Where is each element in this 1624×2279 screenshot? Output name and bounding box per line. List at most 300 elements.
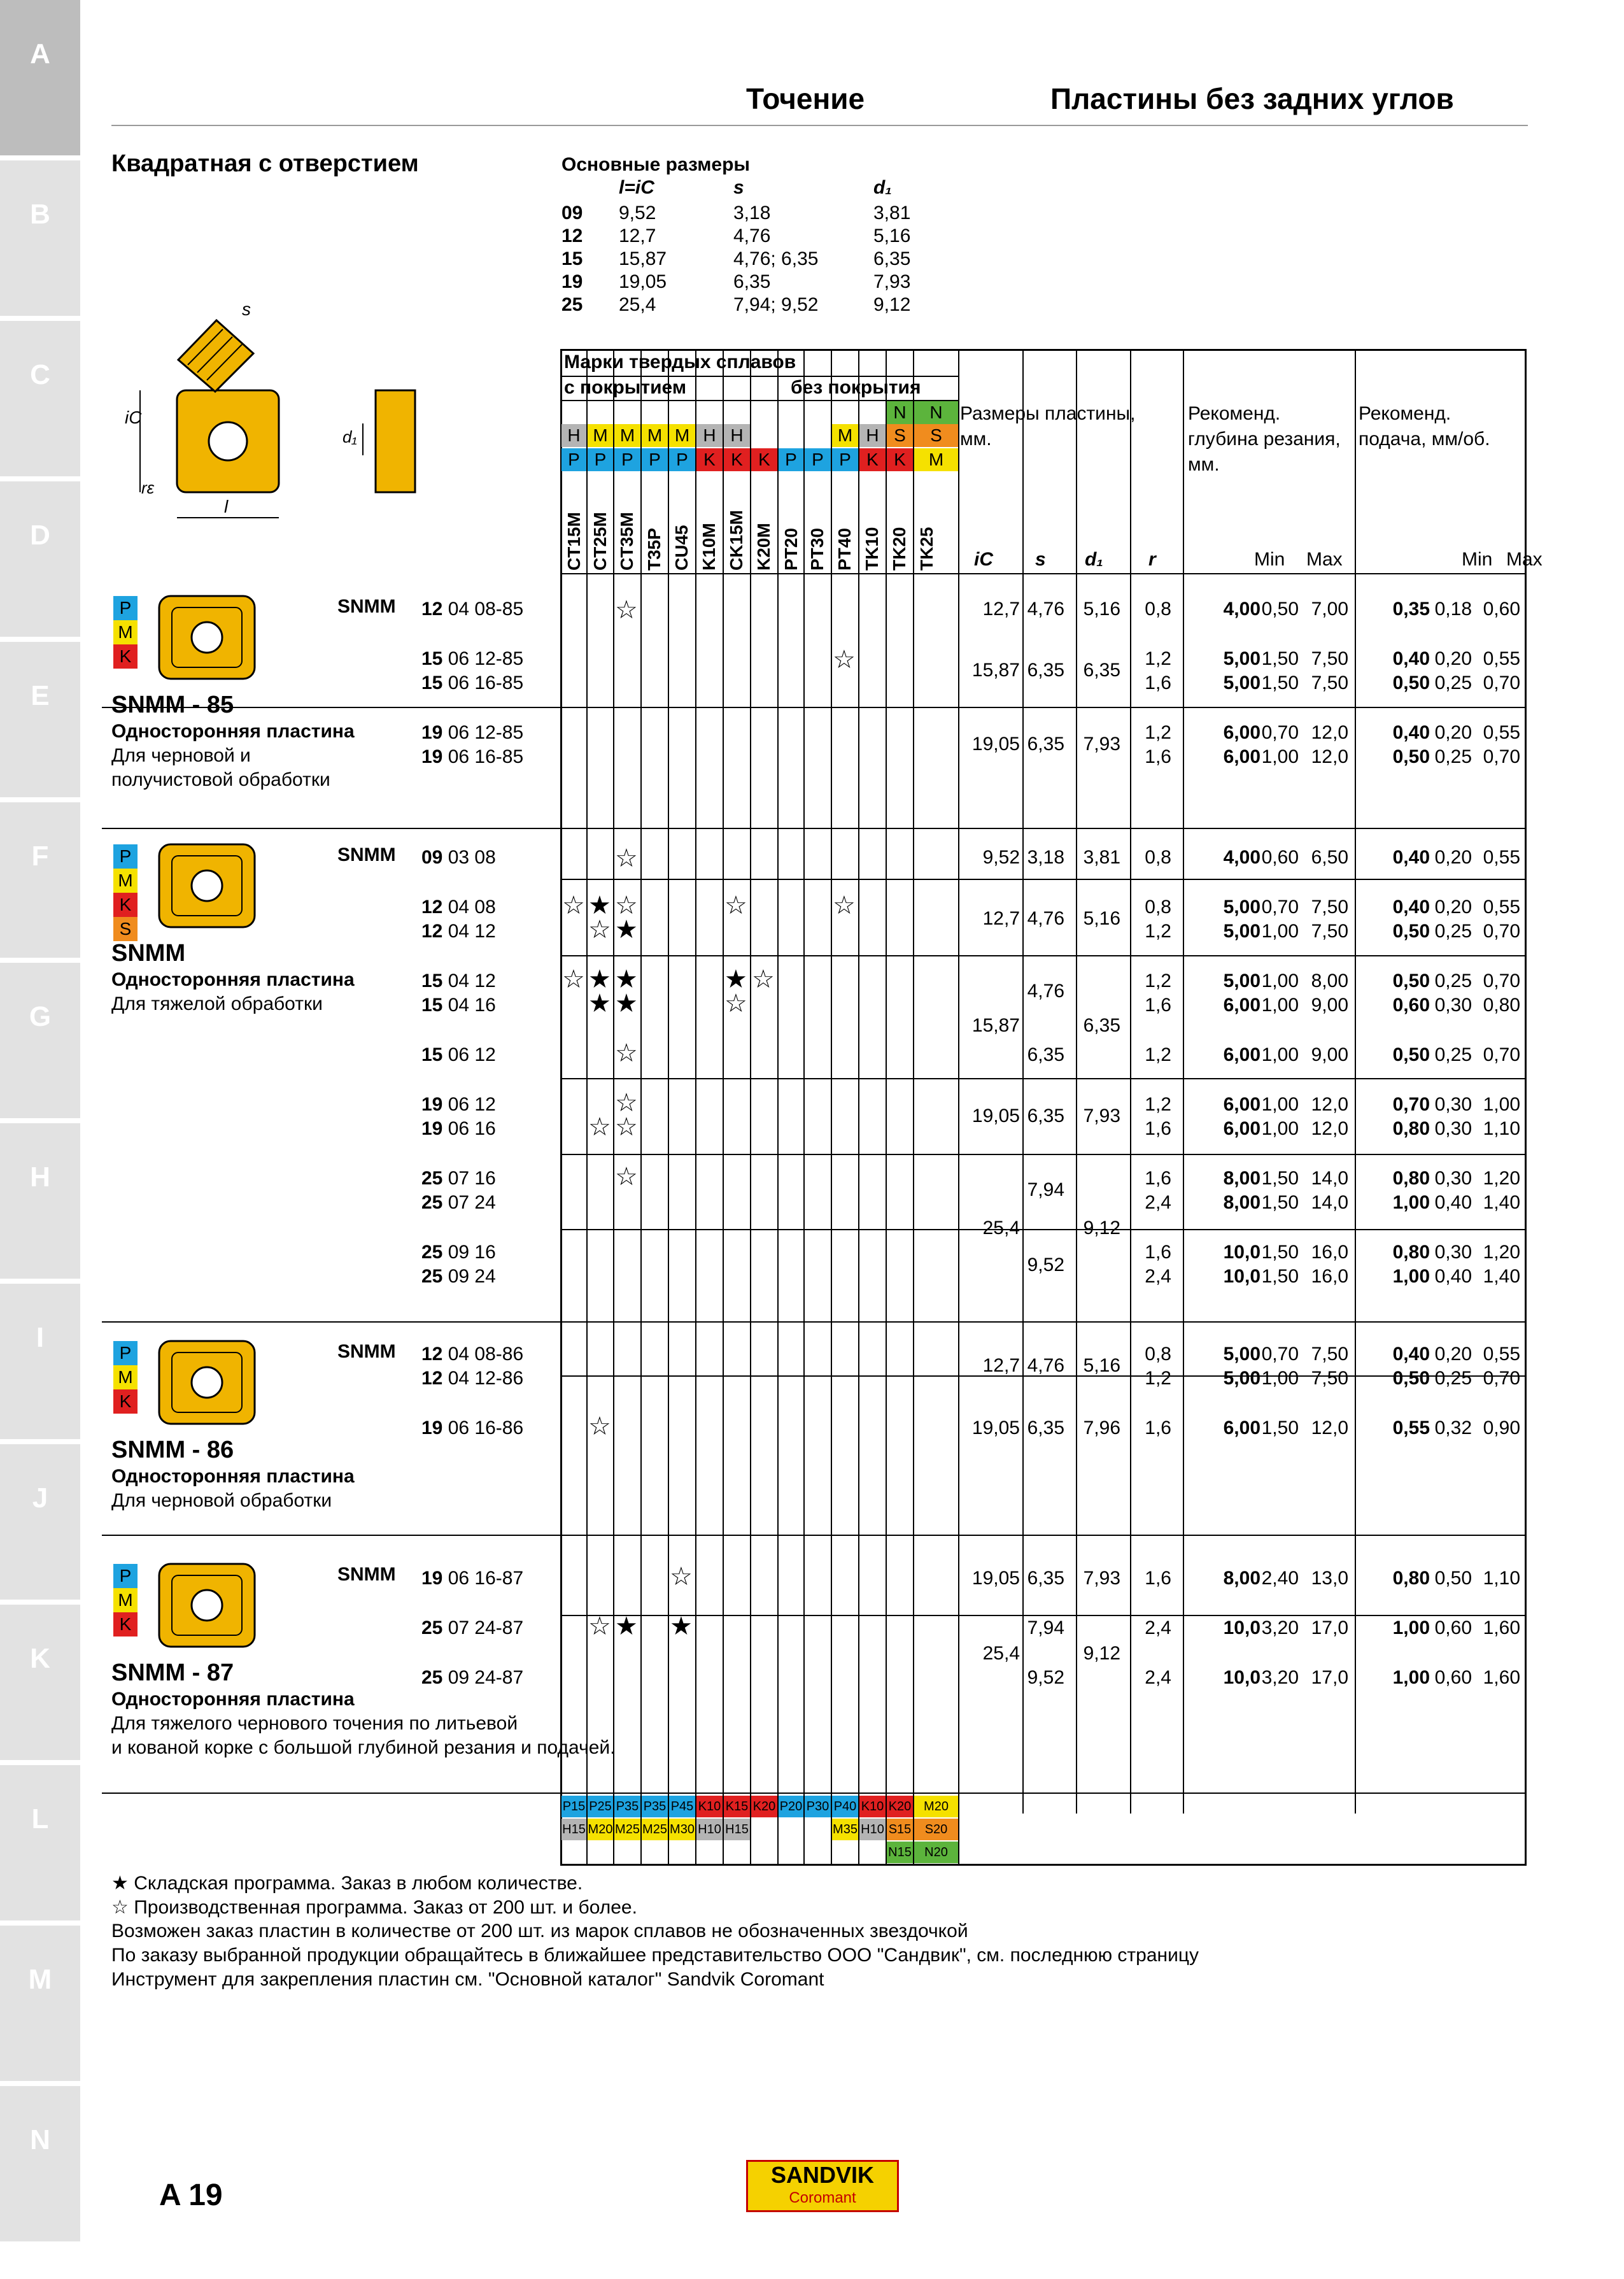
sidebar-tab-i[interactable]: I	[0, 1284, 80, 1439]
depth-min: 1,00	[1261, 746, 1299, 767]
depth-max: 7,50	[1311, 672, 1348, 693]
product-code-size: 25	[421, 1192, 448, 1213]
feed-recommended: 0,60	[1392, 995, 1430, 1016]
table-row[interactable]	[0, 1617, 1624, 1640]
depth-max: 13,0	[1311, 1568, 1348, 1589]
application-area-cell: P45	[669, 1796, 695, 1817]
legend-note-2: По заказу выбранной продукции обращайтесь в ближайшее представительство ООО "Сандвик", см. последнюю страницу	[111, 1945, 1199, 1966]
stock-star-icon: ★	[724, 965, 747, 993]
depth-min: 1,50	[1261, 1192, 1299, 1213]
product-code	[421, 1118, 496, 1140]
table-row[interactable]	[0, 596, 1624, 624]
depth-header: Рекоменд. глубина резания, мм.	[1188, 403, 1341, 475]
table-row[interactable]	[0, 722, 1624, 745]
grade-h-cell: H	[696, 424, 723, 447]
table-row[interactable]	[0, 921, 1624, 944]
radius-value: 1,2	[1145, 1044, 1171, 1065]
group-desc: Для тяжелого чернового точения по литьевой	[111, 1713, 518, 1734]
depth-recommended: 6,00	[1223, 746, 1260, 767]
feed-min: 0,40	[1434, 1266, 1472, 1287]
radius-value: 1,2	[1145, 921, 1171, 942]
group-label: SNMM	[337, 596, 396, 617]
group-name: SNMM - 87	[111, 1659, 234, 1686]
sidebar-tab-h[interactable]: H	[0, 1123, 80, 1279]
depth-min: 1,00	[1261, 1368, 1299, 1389]
col-r: r	[1148, 549, 1156, 570]
product-code-size: 12	[421, 921, 448, 942]
grade-h-cell: H	[561, 424, 586, 447]
depth-min: 3,20	[1261, 1667, 1299, 1688]
group-desc: и кованой корке с большой глубиной резания и подачей.	[111, 1737, 616, 1758]
product-code-rest: 07 24-87	[448, 1617, 524, 1638]
grade-h-cell: M	[614, 424, 640, 447]
grid-hline	[560, 828, 1527, 829]
iso-m-badge: M	[113, 1365, 138, 1389]
stock-star-icon: ★	[670, 1612, 693, 1640]
dims-l: 15,87	[619, 248, 667, 269]
dim-ic: 19,05	[971, 1568, 1020, 1589]
col-s: s	[1035, 549, 1046, 570]
dim-ic: 15,87	[971, 1015, 1020, 1036]
section-title: Квадратная с отверстием	[111, 150, 419, 177]
application-area-cell: H15	[561, 1819, 586, 1840]
dim-d1: 7,93	[1083, 1105, 1120, 1126]
grid-hline	[560, 1229, 1527, 1230]
feed-min: 0,30	[1434, 1094, 1472, 1115]
production-star-icon: ☆	[615, 844, 638, 872]
grid-hline	[102, 828, 560, 829]
application-area-cell: H10	[859, 1819, 886, 1840]
feed-max: 0,55	[1483, 897, 1520, 918]
group-sub: Односторонняя пластина	[111, 1466, 355, 1487]
insert-side-view	[376, 390, 415, 492]
depth-recommended: 5,00	[1223, 1368, 1260, 1389]
product-code-size: 15	[421, 970, 448, 991]
product-code	[421, 1344, 523, 1365]
grades-uncoated: без покрытия	[791, 377, 921, 398]
depth-max: 17,0	[1311, 1667, 1348, 1688]
dim-s: 6,35	[1027, 1044, 1064, 1065]
feed-recommended: 0,40	[1392, 847, 1430, 868]
product-code	[421, 1368, 523, 1389]
depth-min: 0,50	[1261, 599, 1299, 620]
sidebar-tab-c[interactable]: C	[0, 321, 80, 476]
radius-value: 2,4	[1145, 1617, 1171, 1638]
depth-recommended: 10,0	[1223, 1667, 1260, 1688]
feed-max: 1,40	[1483, 1192, 1520, 1213]
sidebar-tab-f[interactable]: F	[0, 802, 80, 958]
grade-name: TK25	[917, 527, 936, 571]
depth-max: 16,0	[1311, 1242, 1348, 1263]
grade-n-cell: N	[887, 401, 913, 424]
dim-s: 6,35	[1027, 1417, 1064, 1438]
feed-min: 0,30	[1434, 1118, 1472, 1139]
feed-recommended: 0,50	[1392, 1368, 1430, 1389]
dim-d1: 9,12	[1083, 1643, 1120, 1664]
iso-k-badge: K	[113, 1612, 138, 1636]
product-code-size: 12	[421, 1368, 448, 1389]
dims-code: 09	[561, 202, 583, 224]
application-area-cell: H10	[696, 1819, 723, 1840]
dim-ic: 19,05	[971, 1417, 1020, 1438]
grade-name: CU45	[672, 525, 691, 571]
product-code	[421, 648, 523, 670]
col-ic: iC	[974, 549, 993, 570]
sidebar-tab-b[interactable]: B	[0, 160, 80, 316]
feed-recommended: 0,80	[1392, 1242, 1430, 1263]
grid-hline	[560, 1793, 1527, 1794]
sidebar-tab-j[interactable]: J	[0, 1444, 80, 1600]
feed-min: 0,30	[1434, 995, 1472, 1016]
product-code	[421, 722, 523, 744]
feed-max: 1,40	[1483, 1266, 1520, 1287]
product-code	[421, 995, 496, 1016]
table-row[interactable]	[0, 1192, 1624, 1215]
table-row[interactable]	[0, 1417, 1624, 1440]
insert-top-view	[177, 390, 279, 492]
feed-recommended: 0,40	[1392, 897, 1430, 918]
table-row[interactable]	[0, 844, 1624, 872]
stock-star-icon: ★	[615, 1612, 638, 1640]
radius-value: 1,2	[1145, 722, 1171, 743]
dims-code: 25	[561, 294, 583, 315]
sidebar-tab-a[interactable]: A	[0, 0, 80, 155]
table-row[interactable]	[0, 1242, 1624, 1265]
stock-star-icon: ★	[588, 891, 611, 919]
depth-recommended: 5,00	[1223, 672, 1260, 693]
label-re: rε	[141, 478, 155, 497]
dim-ic: 12,7	[982, 908, 1020, 929]
stock-star-icon: ★	[588, 990, 611, 1018]
application-area-cell: K10	[859, 1796, 886, 1817]
feed-min: 0,25	[1434, 672, 1472, 693]
depth-recommended: 4,00	[1223, 599, 1260, 620]
product-code-size: 15	[421, 648, 448, 669]
product-code-size: 25	[421, 1667, 448, 1688]
group-name: SNMM - 86	[111, 1437, 234, 1463]
legend-note-3: Инструмент для закрепления пластин см. "Основной каталог" Sandvik Coromant	[111, 1969, 824, 1990]
dims-d: 3,81	[873, 202, 911, 224]
grade-h-cell: M	[642, 424, 668, 447]
feed-min: 0,20	[1434, 847, 1472, 868]
dim-s: 9,52	[1027, 1667, 1064, 1688]
product-code-rest: 04 08-85	[448, 599, 524, 620]
grades-coated: с покрытием	[564, 377, 687, 398]
production-star-icon: ☆	[615, 596, 638, 624]
grid-hline	[560, 1321, 1527, 1323]
header-rule	[111, 125, 1528, 126]
application-area-cell: M20	[588, 1819, 613, 1840]
grade-n-cell: N	[914, 401, 958, 424]
grid-vline	[1355, 349, 1356, 1814]
table-row[interactable]	[0, 1368, 1624, 1391]
feed-recommended: 0,50	[1392, 1044, 1430, 1065]
depth-max: 17,0	[1311, 1617, 1348, 1638]
dims-d: 5,16	[873, 225, 911, 246]
iso-k-badge: K	[113, 893, 138, 917]
depth-min: 0,70	[1261, 1344, 1299, 1365]
group-label: SNMM	[337, 1564, 396, 1585]
iso-m-badge: M	[113, 1588, 138, 1612]
radius-value: 1,6	[1145, 1417, 1171, 1438]
production-star-icon: ☆	[615, 1163, 638, 1191]
feed-recommended: 1,00	[1392, 1192, 1430, 1213]
grade-name: TK20	[889, 527, 909, 571]
group-name: SNMM	[111, 940, 186, 967]
feed-recommended: 1,00	[1392, 1617, 1430, 1638]
product-code-size: 15	[421, 1044, 448, 1065]
dims-l: 9,52	[619, 202, 656, 224]
feed-max: 0,70	[1483, 1368, 1520, 1389]
grade-p-cell: K	[724, 448, 750, 471]
depth-min: 0,60	[1261, 847, 1299, 868]
feed-max: 1,00	[1483, 1094, 1520, 1115]
table-row[interactable]	[0, 1266, 1624, 1289]
feed-min: 0,25	[1434, 970, 1472, 991]
production-star-icon: ☆	[588, 916, 611, 944]
dim-s: 7,94	[1027, 1617, 1064, 1638]
product-code-rest: 06 12-85	[448, 648, 524, 669]
grid-hline	[560, 1154, 1527, 1155]
feed-min: 0,25	[1434, 746, 1472, 767]
dims-code: 19	[561, 271, 583, 292]
application-area-cell: K20	[751, 1796, 777, 1817]
sidebar-tab-k[interactable]: K	[0, 1605, 80, 1760]
header-right: Пластины без задних углов	[1050, 82, 1454, 115]
application-area-cell: P35	[642, 1796, 668, 1817]
feed-min: 0,25	[1434, 921, 1472, 942]
grade-p-cell: K	[887, 448, 913, 471]
dim-ic: 15,87	[971, 660, 1020, 681]
production-star-icon: ☆	[724, 891, 747, 919]
product-code-size: 09	[421, 847, 448, 868]
depth-min: 1,00	[1261, 1118, 1299, 1139]
dim-d1: 6,35	[1083, 1015, 1120, 1036]
depth-max: 14,0	[1311, 1168, 1348, 1189]
feed-recommended: 0,80	[1392, 1168, 1430, 1189]
grade-h-cell: M	[588, 424, 613, 447]
dims-header: Размеры пластины, мм.	[960, 403, 1136, 450]
feed-max: 0,70	[1483, 1044, 1520, 1065]
sidebar-tab-e[interactable]: E	[0, 642, 80, 797]
dim-d1: 5,16	[1083, 599, 1120, 620]
depth-max: 7,50	[1311, 648, 1348, 669]
production-star-icon: ☆	[833, 646, 856, 674]
dims-s: 4,76	[733, 225, 771, 246]
product-code-rest: 06 12	[448, 1044, 496, 1065]
feed-max: 0,70	[1483, 746, 1520, 767]
dim-ic: 19,05	[971, 1105, 1020, 1126]
dim-d1: 7,93	[1083, 1568, 1120, 1589]
grid-hline	[560, 1078, 1527, 1079]
product-code-size: 15	[421, 672, 448, 693]
grade-name: PT30	[807, 528, 827, 571]
dim-ic: 12,7	[982, 599, 1020, 620]
product-code-rest: 06 16-85	[448, 672, 524, 693]
table-row[interactable]	[0, 897, 1624, 919]
legend-note-1: Возможен заказ пластин в количестве от 200 шт. из марок сплавов не обозначенных звездочкой	[111, 1920, 968, 1942]
product-code	[421, 599, 523, 620]
depth-max: 7,50	[1311, 1344, 1348, 1365]
feed-max: 1,60	[1483, 1617, 1520, 1638]
table-row[interactable]	[0, 1344, 1624, 1367]
sidebar-tab-m[interactable]: M	[0, 1926, 80, 2081]
depth-min: 1,50	[1261, 1266, 1299, 1287]
application-area-cell: K20	[887, 1796, 913, 1817]
depth-recommended: 6,00	[1223, 1094, 1260, 1115]
radius-value: 1,6	[1145, 746, 1171, 767]
radius-value: 0,8	[1145, 1344, 1171, 1365]
production-star-icon: ☆	[562, 965, 585, 993]
depth-min: 0,70	[1261, 897, 1299, 918]
product-code-size: 19	[421, 746, 448, 767]
depth-recommended: 5,00	[1223, 897, 1260, 918]
feed-recommended: 1,00	[1392, 1266, 1430, 1287]
application-area-cell: S15	[887, 1819, 913, 1840]
depth-min: 1,50	[1261, 648, 1299, 669]
grid-vline	[1022, 349, 1024, 1814]
table-row[interactable]	[0, 1094, 1624, 1117]
sidebar-tab-g[interactable]: G	[0, 963, 80, 1118]
grade-p-cell: P	[832, 448, 858, 471]
sidebar-tab-n[interactable]: N	[0, 2086, 80, 2241]
grid-hline	[560, 1535, 1527, 1536]
table-row[interactable]	[0, 646, 1624, 674]
feed-min: 0,30	[1434, 1242, 1472, 1263]
grade-p-cell: P	[614, 448, 640, 471]
stock-star-icon: ★	[615, 916, 638, 944]
dim-s: 7,94	[1027, 1179, 1064, 1200]
grid-hline	[102, 1535, 560, 1536]
dim-s: 4,76	[1027, 1355, 1064, 1376]
product-code-rest: 09 16	[448, 1242, 496, 1263]
feed-max: 0,55	[1483, 722, 1520, 743]
depth-max: 12,0	[1311, 722, 1348, 743]
product-code	[421, 1417, 523, 1439]
logo-subtext: Coromant	[789, 2189, 856, 2206]
dim-s: 4,76	[1027, 908, 1064, 929]
grade-h-cell: S	[887, 424, 913, 447]
depth-recommended: 4,00	[1223, 847, 1260, 868]
dims-l: 19,05	[619, 271, 667, 292]
production-star-icon: ☆	[615, 1113, 638, 1141]
product-code-size: 12	[421, 1344, 448, 1365]
depth-recommended: 6,00	[1223, 1044, 1260, 1065]
group-sub: Односторонняя пластина	[111, 721, 355, 742]
feed-max: 0,55	[1483, 847, 1520, 868]
table-row[interactable]	[0, 1568, 1624, 1591]
sidebar-tab-d[interactable]: D	[0, 481, 80, 637]
depth-recommended: 5,00	[1223, 921, 1260, 942]
radius-value: 1,2	[1145, 1368, 1171, 1389]
dim-s: 6,35	[1027, 1568, 1064, 1589]
table-row[interactable]	[0, 1667, 1624, 1690]
product-code-rest: 06 16-86	[448, 1417, 524, 1438]
grade-name: K10M	[699, 523, 719, 571]
radius-value: 0,8	[1145, 847, 1171, 868]
product-code-rest: 04 08-86	[448, 1344, 524, 1365]
table-row[interactable]	[0, 746, 1624, 769]
dim-d1: 5,16	[1083, 908, 1120, 929]
application-area-cell: P15	[561, 1796, 586, 1817]
product-code-size: 25	[421, 1242, 448, 1263]
table-row[interactable]	[0, 1118, 1624, 1141]
product-code-rest: 04 12-86	[448, 1368, 524, 1389]
radius-value: 2,4	[1145, 1667, 1171, 1688]
grid-vline	[1130, 349, 1131, 1814]
grid-hline	[560, 879, 1527, 880]
feed-max: 1,60	[1483, 1667, 1520, 1688]
depth-min: 1,50	[1261, 1168, 1299, 1189]
iso-p-badge: P	[113, 596, 138, 620]
product-code-size: 19	[421, 722, 448, 743]
grade-name: K20M	[754, 523, 773, 571]
dim-ic: 12,7	[982, 1355, 1020, 1376]
dim-s: 4,76	[1027, 599, 1064, 620]
dim-s: 6,35	[1027, 660, 1064, 681]
depth-max: 7,50	[1311, 1368, 1348, 1389]
table-row[interactable]	[0, 970, 1624, 993]
application-area-cell: K15	[724, 1796, 750, 1817]
dim-s: 4,76	[1027, 981, 1064, 1002]
table-row[interactable]	[0, 672, 1624, 695]
production-star-icon: ☆	[615, 1089, 638, 1117]
group-sub: Односторонняя пластина	[111, 969, 355, 990]
application-area-cell: M35	[832, 1819, 858, 1840]
grade-p-cell: M	[914, 448, 958, 471]
product-code-rest: 06 16-87	[448, 1568, 524, 1589]
feed-min: 0,60	[1434, 1667, 1472, 1688]
table-row[interactable]	[0, 1168, 1624, 1191]
sidebar-tab-l[interactable]: L	[0, 1765, 80, 1920]
depth-recommended: 6,00	[1223, 1417, 1260, 1438]
product-code	[421, 1266, 496, 1288]
grid-hline	[560, 573, 1527, 574]
application-area-cell: P40	[832, 1796, 858, 1817]
depth-recommended: 8,00	[1223, 1168, 1260, 1189]
product-code-size: 19	[421, 1118, 448, 1139]
group-label: SNMM	[337, 844, 396, 865]
production-star-icon: ☆	[833, 891, 856, 919]
radius-value: 0,8	[1145, 599, 1171, 620]
label-ic: iC	[125, 408, 142, 427]
feed-recommended: 0,55	[1392, 1417, 1430, 1438]
table-row[interactable]	[0, 1044, 1624, 1067]
dims-code: 15	[561, 248, 583, 269]
feed-recommended: 0,80	[1392, 1568, 1430, 1589]
feed-min: 0,30	[1434, 1168, 1472, 1189]
group-sub: Односторонняя пластина	[111, 1689, 355, 1710]
dims-s: 4,76; 6,35	[733, 248, 819, 269]
product-code-size: 19	[421, 1417, 448, 1438]
iso-k-badge: K	[113, 1389, 138, 1414]
depth-recommended: 10,0	[1223, 1617, 1260, 1638]
product-code-rest: 07 16	[448, 1168, 496, 1189]
col-d1: d₁	[1085, 549, 1103, 570]
dim-d1: 5,16	[1083, 1355, 1120, 1376]
application-area-cell: K10	[696, 1796, 723, 1817]
table-row[interactable]	[0, 995, 1624, 1018]
label-d1: d₁	[342, 427, 357, 446]
product-code	[421, 1242, 496, 1263]
feed-max: 0,70	[1483, 970, 1520, 991]
radius-value: 1,6	[1145, 1568, 1171, 1589]
group-desc: Для черновой обработки	[111, 1490, 332, 1511]
main-dims-col-l: l=iC	[619, 177, 654, 198]
grade-name: CT15M	[564, 512, 584, 571]
col-f-min: Min	[1462, 549, 1493, 570]
grade-h-cell: M	[669, 424, 695, 447]
